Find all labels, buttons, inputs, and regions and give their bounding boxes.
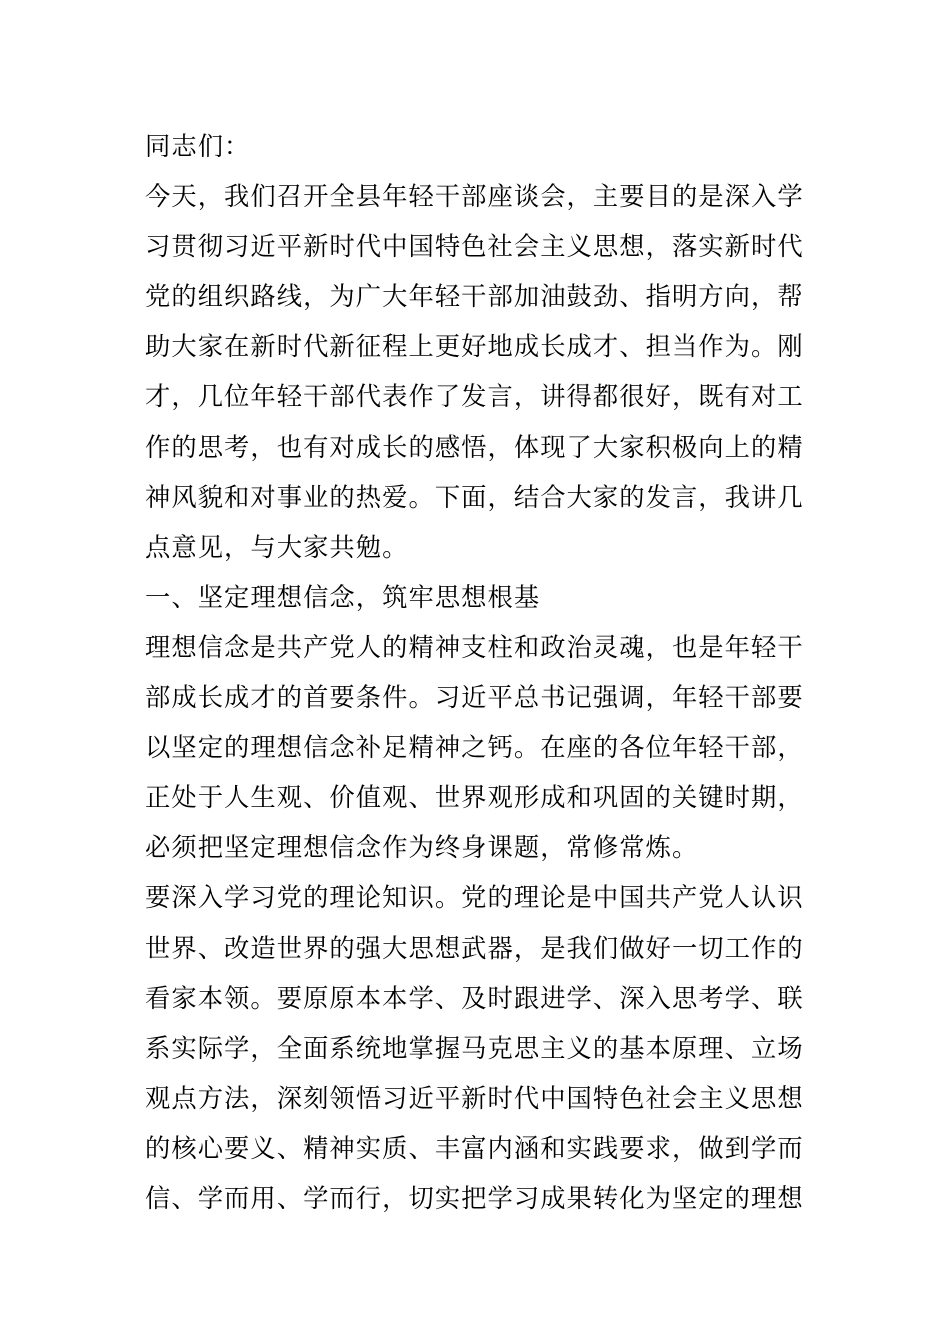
text-line: 习贯彻习近平新时代中国特色社会主义思想，落实新时代 [145, 232, 804, 262]
document-body [145, 122, 809, 1224]
text-line: 系实际学，全面系统地掌握马克思主义的基本原理、立场 [145, 1033, 804, 1063]
text-line: 助大家在新时代新征程上更好地成长成才、担当作为。刚 [145, 332, 804, 362]
text-line: 的核心要义、精神实质、丰富内涵和实践要求，做到学而 [145, 1133, 804, 1163]
text-line: 观点方法，深刻领悟习近平新时代中国特色社会主义思想 [145, 1083, 804, 1113]
text-line: 今天，我们召开全县年轻干部座谈会，主要目的是深入学 [145, 182, 804, 212]
text-line: 理想信念是共产党人的精神支柱和政治灵魂，也是年轻干 [145, 632, 804, 662]
text-line: 信、学而用、学而行，切实把学习成果转化为坚定的理想 [145, 1183, 804, 1213]
text-line: 点意见，与大家共勉。 [145, 532, 409, 562]
text-line: 要深入学习党的理论知识。党的理论是中国共产党人认识 [145, 883, 804, 913]
text-line: 才，几位年轻干部代表作了发言，讲得都很好，既有对工 [145, 382, 804, 412]
text-line: 作的思考，也有对成长的感悟，体现了大家积极向上的精 [145, 432, 804, 462]
section-heading: 一、坚定理想信念，筑牢思想根基 [145, 582, 541, 612]
text-line: 正处于人生观、价值观、世界观形成和巩固的关键时期， [145, 783, 804, 813]
text-line: 以坚定的理想信念补足精神之钙。在座的各位年轻干部， [145, 733, 804, 763]
text-line: 党的组织路线，为广大年轻干部加油鼓劲、指明方向，帮 [145, 282, 804, 312]
text-line: 部成长成才的首要条件。习近平总书记强调，年轻干部要 [145, 683, 804, 713]
salutation: 同志们： [145, 132, 251, 161]
text-line: 看家本领。要原原本本学、及时跟进学、深入思考学、联 [145, 983, 804, 1013]
text-line: 神风貌和对事业的热爱。下面，结合大家的发言，我讲几 [145, 482, 804, 512]
text-line: 世界、改造世界的强大思想武器，是我们做好一切工作的 [145, 933, 804, 963]
text-line: 必须把坚定理想信念作为终身课题，常修常炼。 [145, 833, 699, 863]
